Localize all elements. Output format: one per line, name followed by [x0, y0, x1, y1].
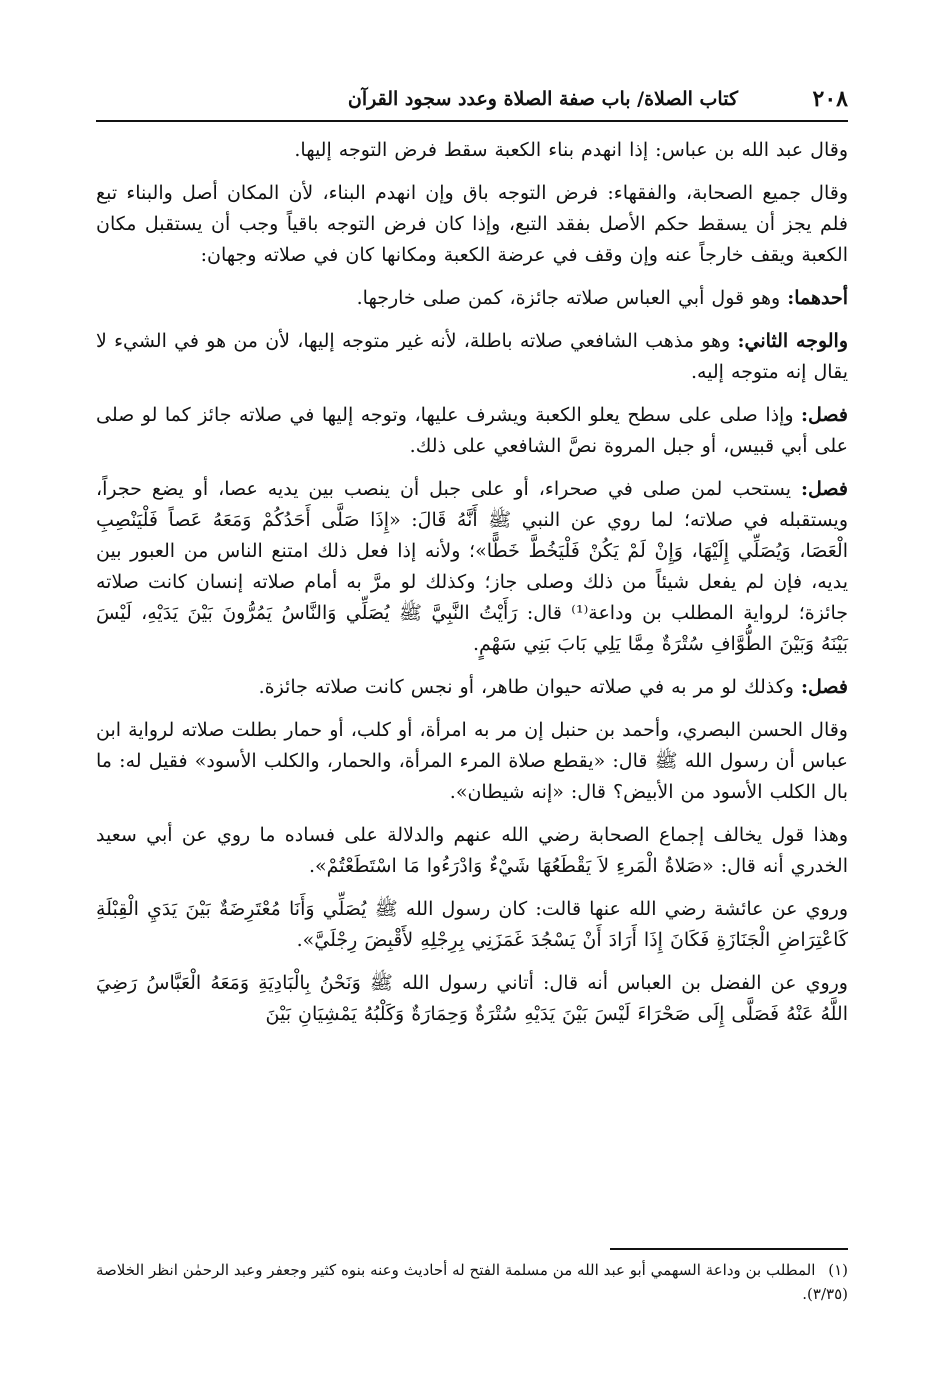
page-number: ٢٠٨ — [812, 86, 848, 112]
paragraph-text: وهو قول أبي العباس صلاته جائزة، كمن صلى خارجها. — [356, 287, 788, 309]
paragraph-lead: فصل: — [801, 676, 848, 698]
paragraph-text: وقال جميع الصحابة، والفقهاء: فرض التوجه باق وإن انهدم البناء، لأن المكان أصل والبناء تبع فلم يجز أن يسقط حكم الأصل بفقد التبع، وإذا كان فرض التوجه باقياً وجب أن يستقبل مكان الكعبة ويقف خارجاً عنه وإن وقف في عرضة الكعبة ومكانها كان في صلاته وجهان: — [96, 182, 848, 266]
paragraph-10 — [96, 894, 848, 956]
paragraph-lead: فصل: — [801, 478, 848, 500]
main-text — [96, 135, 848, 1042]
footnote-text: المطلب بن وداعة السهمي أبو عبد الله من مسلمة الفتح له أحاديث وعنه بنوه كثير وجعفر وعبد الرحمٰن انظر الخلاصة (٣/٣٥). — [96, 1261, 848, 1303]
paragraph-text: وقال عبد الله بن عباس: إذا انهدم بناء الكعبة سقط فرض التوجه إليها. — [294, 139, 848, 161]
paragraph-9 — [96, 820, 848, 882]
paragraph-text: يستحب لمن صلى في صحراء، أو على جبل أن ينصب بين يديه عصا، أو يضع حجراً، ويستقبله في صلاته؛ لما روي عن النبي ﷺ أَنَّهُ قَالَ: «إِذَا صَلَّى أَحَدُكُمْ وَمَعَهُ عَصاً فَلْيَنْصِبِ الْعَصَا، وَيُصَلِّي إِلَيْهَا، وَإِنْ لَمْ يَكُنْ فَلْيَخُطَّ خَطًّا»؛ ولأنه إذا فعل ذلك امتنع الناس من العبور بين يديه، فإن لم يفعل شيئاً من ذلك وصلى جاز؛ وكذلك لو مرَّ به أمام صلاته إنسان كانت صلاته جائزة؛ لرواية المطلب بن وداعة⁽¹⁾ قال: رَأَيْتُ النَّبِيَّ ﷺ يُصَلِّي وَالنَّاسُ يَمُرُّونَ بَيْنَ يَدَيْهِ، لَيْسَ بَيْنَهُ وَبَيْنَ الطُّوَّافِ سُتْرَةٌ مِمَّا يَلِي بَابَ بَنِي سَهْمٍ. — [96, 478, 848, 655]
paragraph-4 — [96, 326, 848, 388]
paragraph-2 — [96, 178, 848, 271]
paragraph-3 — [96, 283, 848, 314]
paragraph-text: وروي عن الفضل بن العباس أنه قال: أتاني رسول الله ﷺ وَنَحْنُ بِالْبَادِيَةِ وَمَعَهُ الْعَبَّاسُ رَضِيَ اللَّهُ عَنْهُ فَصَلَّى إِلَى صَحْرَاءَ لَيْسَ بَيْنَ يَدَيْهِ سُتْرَةٌ وَحِمَارَةٌ وَكَلْبُهُ يَمْشِيَانِ بَيْنَ — [96, 972, 848, 1025]
page-header — [96, 84, 848, 122]
paragraph-text: وروي عن عائشة رضي الله عنها قالت: كان رسول الله ﷺ يُصَلِّي وَأَنَا مُعْتَرِضَةٌ بَيْنَ يَدَيِ الْقِبْلَةِ كَاعْتِرَاضِ الْجَنَازَةِ فَكَانَ إِذَا أَرَادَ أَنْ يَسْجُدَ غَمَزَنِي بِرِجْلِهِ لأَقْبِضَ رِجْلَيَّ». — [96, 898, 848, 951]
paragraph-text: وهو مذهب الشافعي صلاته باطلة، لأنه غير متوجه إليها، لأن من هو في الشيء لا يقال إنه متوجه إليه. — [96, 330, 848, 383]
running-title: كتاب الصلاة/ باب صفة الصلاة وعدد سجود القرآن — [347, 88, 738, 110]
paragraph-lead: فصل: — [801, 404, 848, 426]
paragraph-text: وهذا قول يخالف إجماع الصحابة رضي الله عنهم والدلالة على فساده ما روي عن أبي سعيد الخدري أنه قال: «صَلاةُ الْمَرءِ لاَ يَقْطَعُهَا شَيْءٌ وَادْرَءُوا مَا اسْتَطَعْتُمْ». — [96, 824, 848, 877]
paragraph-text: وقال الحسن البصري، وأحمد بن حنبل إن مر به امرأة، أو كلب، أو حمار بطلت صلاته لرواية ابن عباس أن رسول الله ﷺ قال: «يقطع صلاة المرء المرأة، والحمار، والكلب الأسود» فقيل له: ما بال الكلب الأسود من الأبيض؟ قال: «إنه شيطان». — [96, 719, 848, 803]
paragraph-8 — [96, 715, 848, 808]
paragraph-7 — [96, 672, 848, 703]
paragraph-11 — [96, 968, 848, 1030]
paragraph-lead: أحدهما: — [787, 287, 848, 309]
paragraph-6 — [96, 474, 848, 660]
paragraph-text: وإذا صلى على سطح يعلو الكعبة ويشرف عليها، وتوجه إليها في صلاته جائز كما لو صلى على أبي قبيس، أو جبل المروة نصَّ الشافعي على ذلك. — [96, 404, 848, 457]
footnote-number: (١) — [828, 1261, 848, 1279]
paragraph-1 — [96, 135, 848, 166]
paragraph-lead: والوجه الثاني: — [737, 330, 849, 352]
footnote-divider — [610, 1248, 848, 1250]
paragraph-5 — [96, 400, 848, 462]
paragraph-text: وكذلك لو مر به في صلاته حيوان طاهر، أو نجس كانت صلاته جائزة. — [258, 676, 802, 698]
footnote — [96, 1258, 848, 1306]
